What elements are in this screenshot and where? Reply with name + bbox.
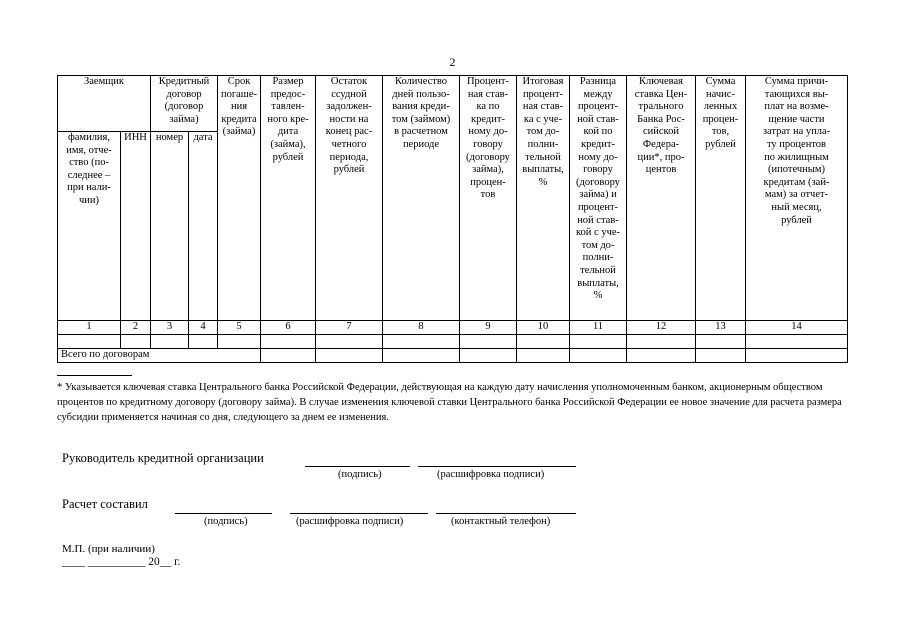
calc-signature-line bbox=[175, 513, 272, 514]
calc-decode-hint: (расшифровка подписи) bbox=[296, 516, 404, 527]
header-balance: Остаток ссудной задолжен- ности на конец рас- четного периода, рублей bbox=[316, 76, 383, 321]
head-decode-line bbox=[418, 466, 576, 467]
footnote: * Указывается ключевая ставка Центрального банка Российской Федерации, действующая на каждую дату начисления уполномоченным банком, акционерным обществом процентов по кредитному договору (договору займа). В случае изменения ключевой ставки Центрального банка Российской Федерации ее новое значение для расчета размера субсидии применяется начиная со дня, следующего за днем ее изменения. bbox=[57, 382, 842, 423]
head-signature-hint: (подпись) bbox=[338, 469, 382, 480]
col-number: 9 bbox=[460, 321, 517, 335]
stamp-note: М.П. (при наличии) bbox=[62, 543, 155, 555]
header-borrower: Заемщик bbox=[58, 76, 151, 132]
column-numbers-row bbox=[58, 321, 848, 335]
head-signature-label: Руководитель кредитной организации bbox=[62, 451, 264, 465]
col-number: 13 bbox=[696, 321, 746, 335]
head-signature-line bbox=[305, 466, 410, 467]
empty-data-row bbox=[58, 335, 848, 349]
head-decode-hint: (расшифровка подписи) bbox=[437, 469, 545, 480]
subheader-date: дата bbox=[189, 132, 218, 321]
col-number: 5 bbox=[218, 321, 261, 335]
header-accrued-interest: Сумма начис- ленных процен- тов, рублей bbox=[696, 76, 746, 321]
col-number: 4 bbox=[189, 321, 218, 335]
header-size: Размер предос- тавлен- ного кре- дита (займа), рублей bbox=[261, 76, 316, 321]
col-number: 8 bbox=[383, 321, 460, 335]
col-number: 10 bbox=[517, 321, 570, 335]
header-rate-difference: Разница между процент- ной став- кой по кредит- ному до- говору (договору займа) и процент- ной став- кой с уче- том до- полни- тельной выплаты, % bbox=[570, 76, 627, 321]
total-label: Всего по договорам bbox=[58, 349, 261, 363]
col-number: 6 bbox=[261, 321, 316, 335]
header-final-rate: Итоговая процент- ная став- ка с уче- том до- полни- тельной выплаты, % bbox=[517, 76, 570, 321]
col-number: 3 bbox=[151, 321, 189, 335]
subheader-inn: ИНН bbox=[121, 132, 151, 321]
col-number: 11 bbox=[570, 321, 627, 335]
total-row bbox=[58, 349, 848, 363]
header-contract: Кредитный договор (договор займа) bbox=[151, 76, 218, 132]
calc-decode-line bbox=[290, 513, 428, 514]
calc-phone-line bbox=[436, 513, 576, 514]
calc-phone-hint: (контактный телефон) bbox=[451, 516, 551, 527]
col-number: 1 bbox=[58, 321, 121, 335]
subheader-fio: фамилия, имя, отче- ство (по- следнее – при нали- чии) bbox=[58, 132, 121, 321]
header-key-rate: Ключевая ставка Цен- трального Банка Рос- сийской Федера- ции*, про- центов bbox=[627, 76, 696, 321]
col-number: 12 bbox=[627, 321, 696, 335]
col-number: 14 bbox=[746, 321, 848, 335]
header-term: Срок погаше- ния кредита (займа) bbox=[218, 76, 261, 321]
page-number: 2 bbox=[449, 55, 456, 69]
header-rate: Процент- ная став- ка по кредит- ному до- говору (договору займа), процен- тов bbox=[460, 76, 517, 321]
col-number: 7 bbox=[316, 321, 383, 335]
subsidy-table bbox=[57, 75, 848, 363]
calc-signature-label: Расчет составил bbox=[62, 497, 148, 511]
date-line: ____ __________ 20__ г. bbox=[62, 556, 181, 568]
subheader-number: номер bbox=[151, 132, 189, 321]
header-payment-sum: Сумма причи- тающихся вы- плат на возме- щение части затрат на упла- ту процентов по жилищным (ипотечным) кредитам (зай- мам) за отчет- ный месяц, рублей bbox=[746, 76, 848, 321]
calc-signature-hint: (подпись) bbox=[204, 516, 248, 527]
header-days: Количество дней пользо- вания креди- том (займом) в расчетном периоде bbox=[383, 76, 460, 321]
footnote-separator bbox=[57, 375, 132, 376]
col-number: 2 bbox=[121, 321, 151, 335]
